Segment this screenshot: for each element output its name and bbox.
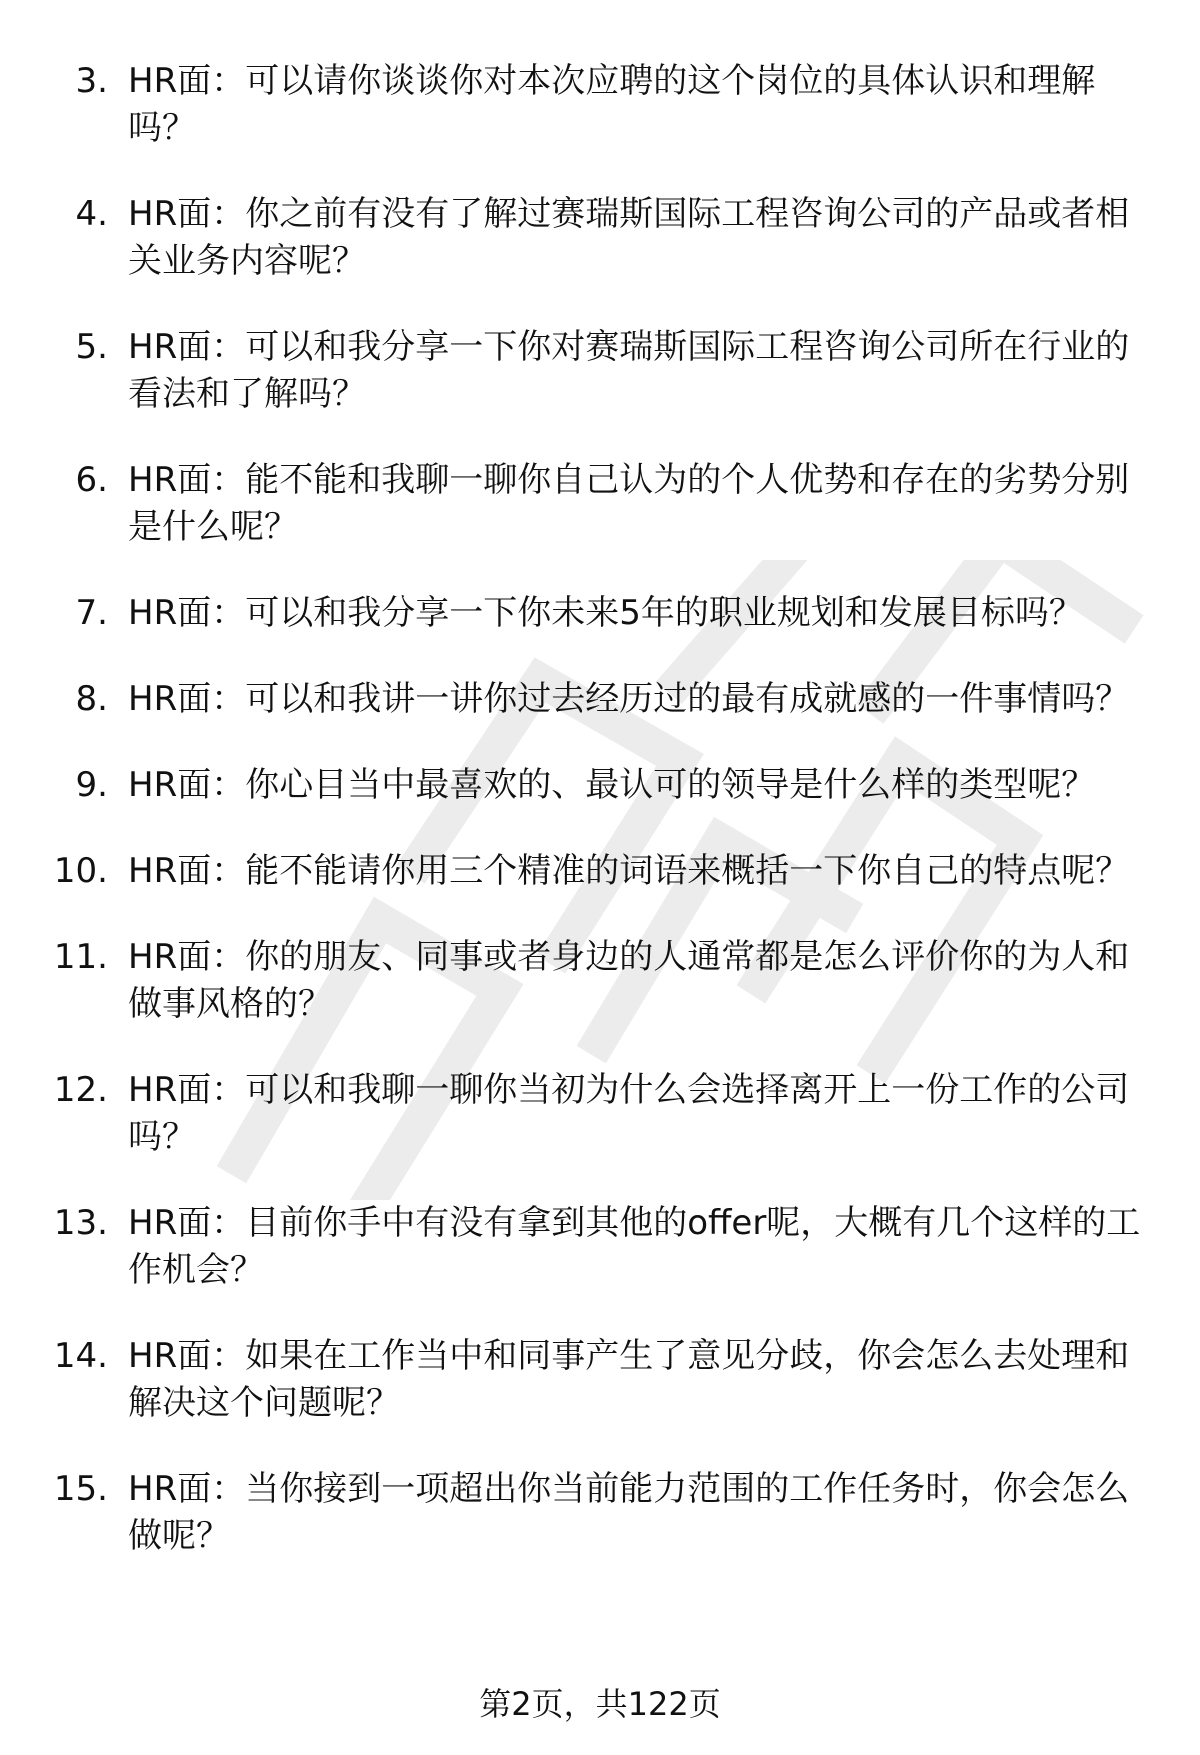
question-number: 10. (53, 851, 108, 891)
question-item (0, 676, 1200, 723)
question-item (0, 590, 1200, 637)
question-text: HR面：能不能请你用三个精准的词语来概括一下你自己的特点呢？ (128, 851, 1130, 891)
question-item (0, 762, 1200, 809)
question-item (0, 457, 1200, 551)
question-item (0, 58, 1200, 152)
question-text: HR面：你之前有没有了解过赛瑞斯国际工程咨询公司的产品或者相关业务内容呢？ (128, 194, 1130, 281)
question-item (0, 848, 1200, 895)
question-number: 7. (75, 593, 108, 633)
question-item (0, 1333, 1200, 1427)
question-number: 9. (75, 765, 108, 805)
question-text: HR面：当你接到一项超出你当前能力范围的工作任务时，你会怎么做呢？ (128, 1469, 1130, 1556)
question-number: 5. (75, 327, 108, 367)
question-number: 6. (75, 460, 108, 500)
question-text: HR面：可以请你谈谈你对本次应聘的这个岗位的具体认识和理解吗？ (128, 61, 1096, 148)
question-item (0, 191, 1200, 285)
question-text: HR面：可以和我聊一聊你当初为什么会选择离开上一份工作的公司吗？ (128, 1070, 1130, 1157)
question-text: HR面：能不能和我聊一聊你自己认为的个人优势和存在的劣势分别是什么呢？ (128, 460, 1130, 547)
question-text: HR面：可以和我分享一下你对赛瑞斯国际工程咨询公司所在行业的看法和了解吗？ (128, 327, 1130, 414)
question-item (0, 324, 1200, 418)
question-number: 12. (53, 1070, 108, 1110)
question-number: 14. (53, 1336, 108, 1376)
question-number: 4. (75, 194, 108, 234)
question-text: HR面：可以和我分享一下你未来5年的职业规划和发展目标吗？ (128, 593, 1083, 633)
question-text: HR面：你的朋友、同事或者身边的人通常都是怎么评价你的为人和做事风格的？ (128, 937, 1130, 1024)
page-footer (0, 1682, 1200, 1726)
question-number: 15. (53, 1469, 108, 1509)
question-text: HR面：如果在工作当中和同事产生了意见分歧，你会怎么去处理和解决这个问题呢？ (128, 1336, 1130, 1423)
question-number: 13. (53, 1203, 108, 1243)
question-number: 8. (75, 679, 108, 719)
question-item (0, 934, 1200, 1028)
question-number: 11. (53, 937, 108, 977)
question-number: 3. (75, 61, 108, 101)
question-text: HR面：可以和我讲一讲你过去经历过的最有成就感的一件事情吗？ (128, 679, 1130, 719)
question-item (0, 1200, 1200, 1294)
question-text: HR面：你心目当中最喜欢的、最认可的领导是什么样的类型呢？ (128, 765, 1096, 805)
question-text: HR面：目前你手中有没有拿到其他的offer呢，大概有几个这样的工作机会？ (128, 1203, 1141, 1290)
question-item (0, 1466, 1200, 1560)
page-number-label: 第2页，共122页 (479, 1685, 721, 1723)
question-item (0, 1067, 1200, 1161)
question-list (0, 58, 1200, 1599)
